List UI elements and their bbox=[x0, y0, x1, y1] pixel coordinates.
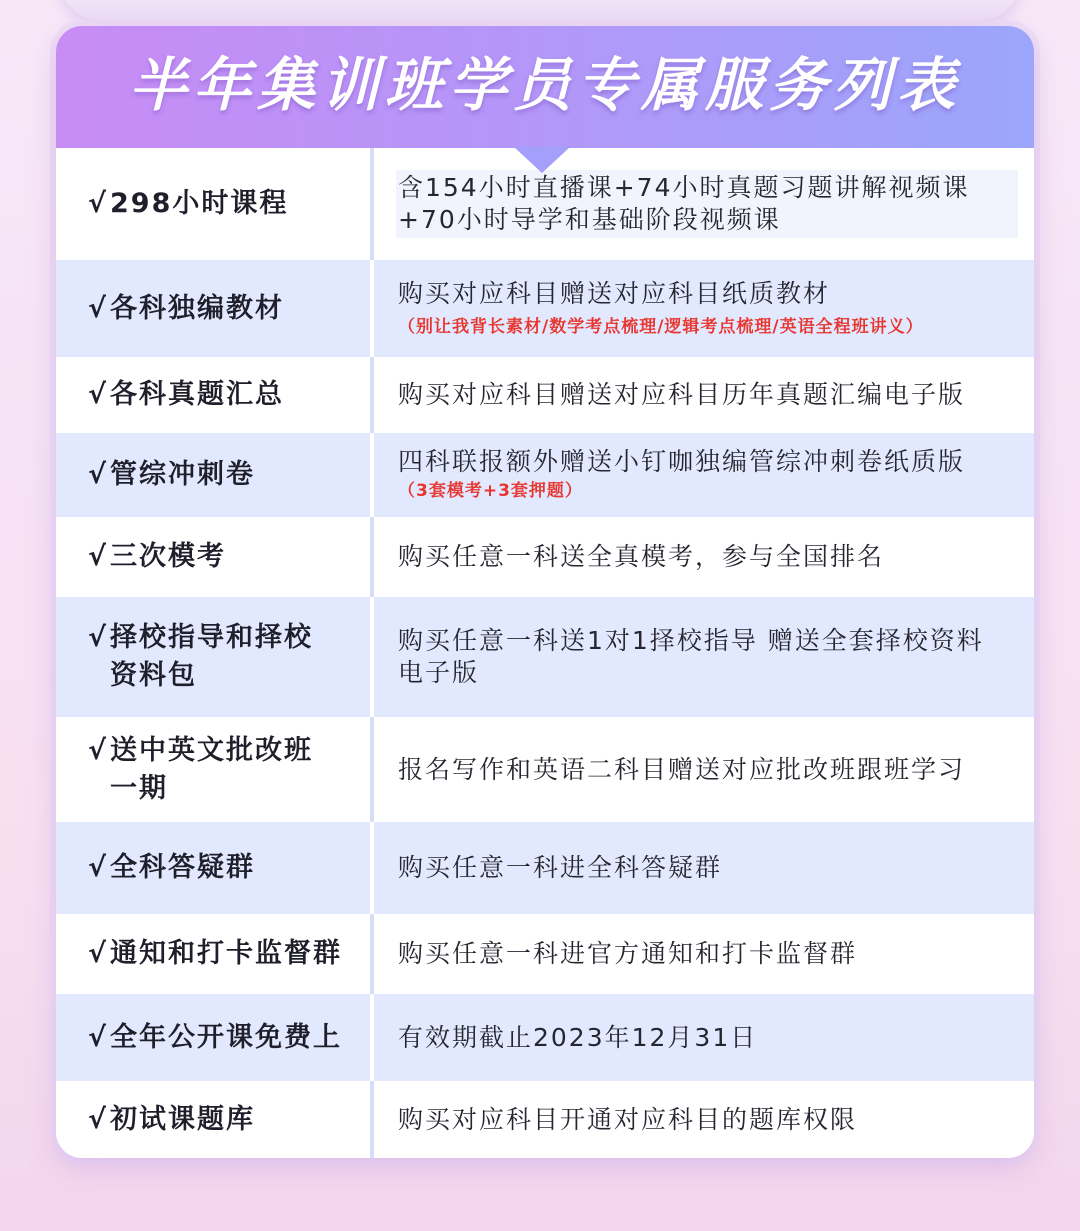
column-divider bbox=[370, 357, 374, 433]
service-name: 初试课题库 bbox=[110, 1103, 255, 1135]
service-description: 购买任意一科送1对1择校指导 赠送全套择校资料电子版 bbox=[398, 626, 984, 687]
service-description: 购买对应科目赠送对应科目纸质教材 bbox=[398, 278, 831, 308]
title-banner bbox=[56, 26, 1034, 148]
service-name: 送中英文批改班一期 bbox=[110, 734, 313, 804]
check-icon: √ bbox=[88, 188, 107, 219]
service-name: 298小时课程 bbox=[110, 188, 289, 219]
check-icon: √ bbox=[88, 622, 107, 653]
column-divider bbox=[370, 914, 374, 994]
table-row bbox=[56, 717, 1034, 822]
check-icon: √ bbox=[88, 292, 107, 324]
top-decoration bbox=[60, 0, 1020, 20]
check-icon: √ bbox=[88, 379, 107, 410]
check-icon: √ bbox=[88, 1103, 107, 1135]
service-name: 通知和打卡监督群 bbox=[110, 938, 342, 969]
column-divider bbox=[370, 1081, 374, 1158]
service-description: 购买对应科目开通对应科目的题库权限 bbox=[398, 1104, 858, 1134]
service-name: 全科答疑群 bbox=[110, 852, 255, 883]
banner-pointer bbox=[514, 147, 570, 173]
check-icon: √ bbox=[88, 1021, 107, 1053]
service-description: 购买任意一科进官方通知和打卡监督群 bbox=[398, 939, 858, 968]
page-title: 半年集训班学员专属服务列表 bbox=[128, 51, 961, 119]
table-row bbox=[56, 433, 1034, 517]
column-divider bbox=[370, 433, 374, 517]
service-description: 有效期截止2023年12月31日 bbox=[398, 1022, 758, 1052]
service-name: 择校指导和择校资料包 bbox=[110, 622, 313, 691]
service-description: 购买任意一科进全科答疑群 bbox=[398, 853, 723, 882]
service-description: 含154小时直播课+74小时真题习题讲解视频课+70小时导学和基础阶段视频课 bbox=[398, 173, 970, 234]
check-icon: √ bbox=[88, 459, 107, 490]
table-row bbox=[56, 357, 1034, 433]
service-description: 报名写作和英语二科目赠送对应批改班跟班学习 bbox=[398, 754, 966, 784]
table-row bbox=[56, 517, 1034, 597]
table-row bbox=[56, 822, 1034, 914]
table-row bbox=[56, 914, 1034, 994]
table-row bbox=[56, 994, 1034, 1081]
service-description: 四科联报额外赠送小钉咖独编管综冲刺卷纸质版 bbox=[398, 447, 966, 476]
service-name: 各科独编教材 bbox=[110, 292, 284, 324]
column-divider bbox=[370, 717, 374, 822]
check-icon: √ bbox=[88, 734, 107, 766]
column-divider bbox=[370, 822, 374, 914]
service-name: 全年公开课免费上 bbox=[110, 1021, 342, 1053]
table-row bbox=[56, 1081, 1034, 1158]
column-divider bbox=[370, 148, 374, 260]
check-icon: √ bbox=[88, 852, 107, 883]
table-row bbox=[56, 597, 1034, 717]
service-name: 三次模考 bbox=[110, 541, 226, 572]
service-name: 管综冲刺卷 bbox=[110, 459, 255, 490]
column-divider bbox=[370, 597, 374, 717]
check-icon: √ bbox=[88, 541, 107, 572]
service-note: （3套模考+3套押题） bbox=[398, 481, 583, 501]
service-description: 购买任意一科送全真模考，参与全国排名 bbox=[398, 542, 885, 571]
column-divider bbox=[370, 994, 374, 1081]
column-divider bbox=[370, 260, 374, 357]
check-icon: √ bbox=[88, 938, 107, 969]
column-divider bbox=[370, 517, 374, 597]
service-table bbox=[56, 148, 1034, 1158]
service-name: 各科真题汇总 bbox=[110, 379, 284, 410]
service-description: 购买对应科目赠送对应科目历年真题汇编电子版 bbox=[398, 380, 966, 409]
table-row bbox=[56, 260, 1034, 357]
service-list-card bbox=[56, 26, 1034, 1158]
service-note: （别让我背长素材/数学考点梳理/逻辑考点梳理/英语全程班讲义） bbox=[398, 316, 924, 337]
